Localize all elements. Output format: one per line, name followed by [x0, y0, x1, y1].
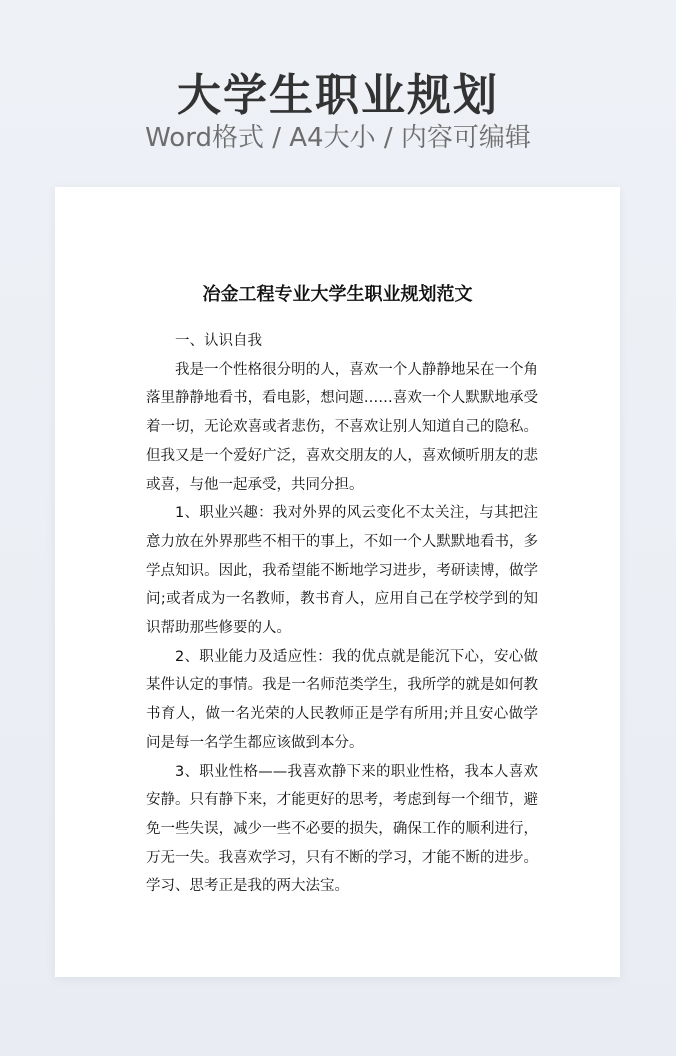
- page-subtitle: Word格式 / A4大小 / 内容可编辑: [145, 123, 531, 153]
- document-title: 冶金工程专业大学生职业规划范文: [202, 284, 473, 305]
- body-paragraph: 3、职业性格——我喜欢静下来的职业性格，我本人喜欢安静。只有静下来，才能更好的思考，考虑到每一个细节，避免一些失误，减少一些不必要的损失，确保工作的顺利进行，万无一失。我喜欢学习，只有不断的学习，才能不断的进步。学习、思考正是我的两大法宝。: [146, 763, 538, 895]
- document-body: [146, 327, 538, 901]
- page-title: 大学生职业规划: [177, 70, 499, 121]
- body-paragraph: 1、职业兴趣：我对外界的风云变化不太关注，与其把注意力放在外界那些不相干的事上，不如一个人默默地看书，多学点知识。因此，我希望能不断地学习进步，考研读博，做学问;或者成为一名教师，教书育人，应用自己在学校学到的知识帮助那些修要的人。: [146, 505, 538, 637]
- body-paragraph: 2、职业能力及适应性：我的优点就是能沉下心，安心做某件认定的事情。我是一名师范类学生，我所学的就是如何教书育人，做一名光荣的人民教师正是学有所用;并且安心做学问是每一名学生都应该做到本分。: [146, 648, 538, 751]
- section-heading: 一、认识自我: [175, 333, 262, 349]
- document-page: [55, 187, 620, 977]
- body-paragraph: 我是一个性格很分明的人，喜欢一个人静静地呆在一个角落里静静地看书，看电影，想问题……喜欢一个人默默地承受着一切，无论欢喜或者悲伤，不喜欢让别人知道自己的隐私。但我又是一个爱好广泛，喜欢交朋友的人，喜欢倾听朋友的悲或喜，与他一起承受，共同分担。: [146, 361, 538, 493]
